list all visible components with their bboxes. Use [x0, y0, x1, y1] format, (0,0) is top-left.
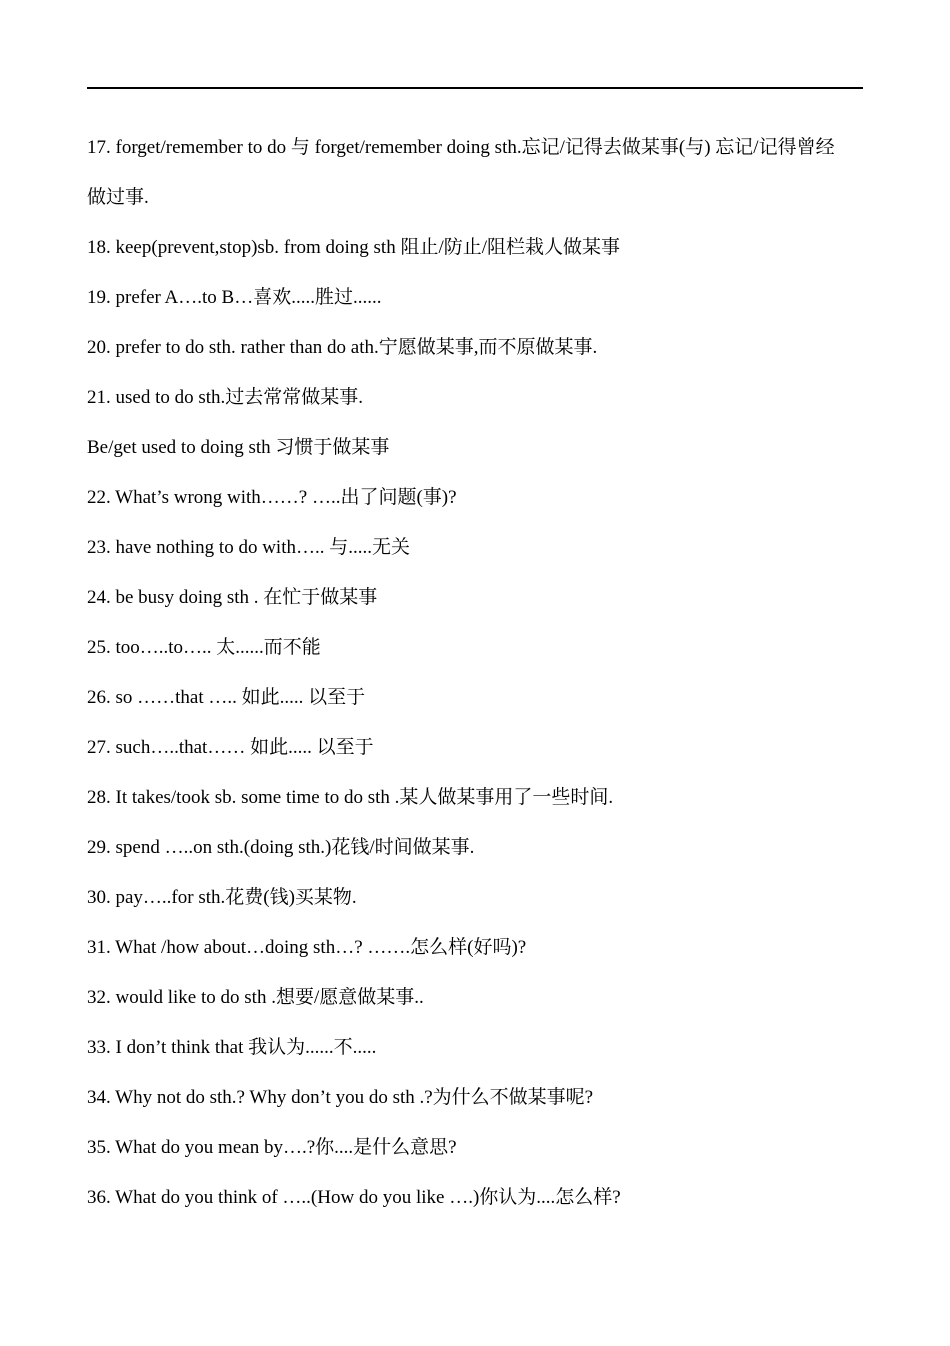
text-line: 18. keep(prevent,stop)sb. from doing sth 阻止/防止/阻栏栽人做某事 — [87, 237, 621, 258]
text-line: 24. be busy doing sth . 在忙于做某事 — [87, 587, 378, 608]
text-line: 25. too…..to….. 太......而不能 — [87, 637, 321, 658]
text-line: 26. so ……that ….. 如此..... 以至于 — [87, 687, 366, 708]
text-line: 29. spend …..on sth.(doing sth.)花钱/时间做某事. — [87, 837, 475, 858]
text-line: 19. prefer A….to B…喜欢.....胜过...... — [87, 287, 382, 308]
text-line: 23. have nothing to do with….. 与.....无关 — [87, 537, 410, 558]
text-line: 30. pay…..for sth.花费(钱)买某物. — [87, 887, 357, 908]
text-line: 22. What’s wrong with……? …..出了问题(事)? — [87, 487, 457, 508]
text-line: 36. What do you think of …..(How do you like ….)你认为....怎么样? — [87, 1187, 621, 1208]
text-line: 做过事. — [87, 187, 149, 208]
phrase-list — [87, 123, 865, 1223]
text-line: 31. What /how about…doing sth…? …….怎么样(好吗)? — [87, 937, 527, 958]
text-line: 27. such…..that…… 如此..... 以至于 — [87, 737, 374, 758]
text-line: 35. What do you mean by….?你....是什么意思? — [87, 1137, 457, 1158]
text-line: 21. used to do sth.过去常常做某事. — [87, 387, 364, 408]
text-line: 33. I don’t think that 我认为......不..... — [87, 1037, 377, 1058]
text-line: Be/get used to doing sth 习惯于做某事 — [87, 437, 390, 458]
text-line: 20. prefer to do sth. rather than do ath.宁愿做某事,而不原做某事. — [87, 337, 598, 358]
text-line: 32. would like to do sth .想要/愿意做某事.. — [87, 987, 424, 1008]
text-line: 28. It takes/took sb. some time to do sth .某人做某事用了一些时间. — [87, 787, 614, 808]
text-line: 17. forget/remember to do 与 forget/remember doing sth.忘记/记得去做某事(与) 忘记/记得曾经 — [87, 137, 835, 158]
header-rule — [87, 87, 863, 89]
text-line: 34. Why not do sth.? Why don’t you do sth .?为什么不做某事呢? — [87, 1087, 594, 1108]
